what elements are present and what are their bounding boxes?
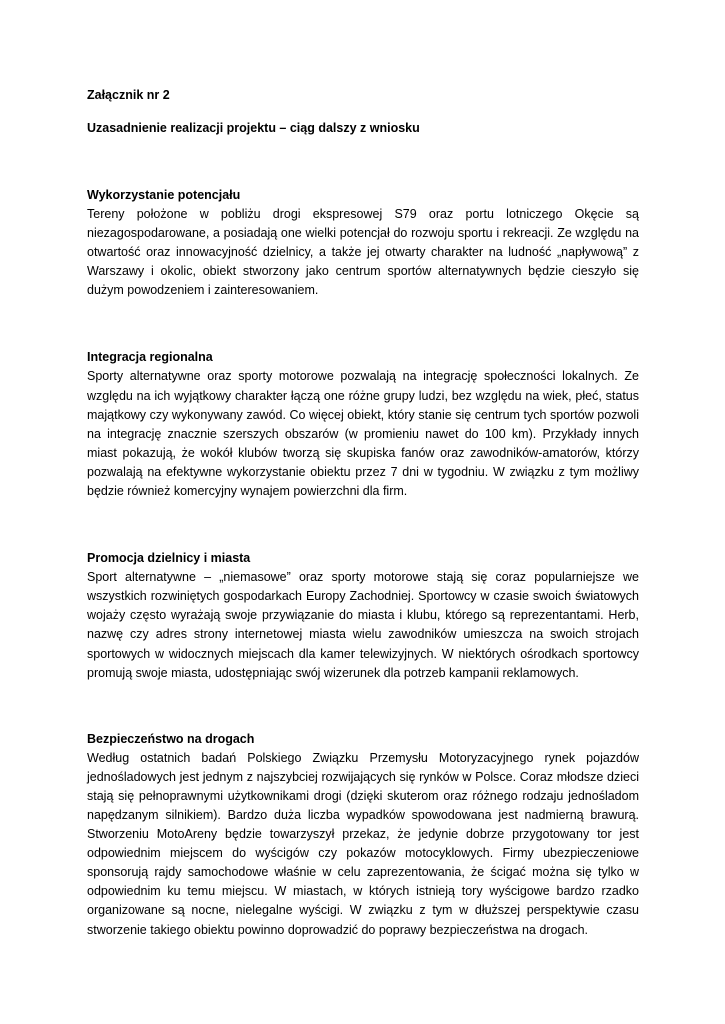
- section-promocja-dzielnicy: [87, 549, 639, 683]
- section-paragraph: Tereny położone w pobliżu drogi ekspresowej S79 oraz portu lotniczego Okęcie są niezagospodarowane, a posiadają one wielki potencjał do rozwoju sportu i rekreacji. Ze względu na otwartość oraz innowacyjność dzielnicy, a także jej otwarty charakter na ludność „napływową” z Warszawy i okolic, obiekt stworzony jako centrum sportów alternatywnych będzie cieszyło się dużym powodzeniem i zainteresowaniem.: [87, 207, 639, 298]
- section-bezpieczenstwo-na-drogach: [87, 730, 639, 940]
- section-paragraph: Według ostatnich badań Polskiego Związku Przemysłu Motoryzacyjnego rynek pojazdów jednośladowych jest jednym z najszybciej rozwijających się rynków w Polsce. Coraz młodsze dzieci stają się pełnoprawnymi użytkownikami drogi (dzięki skuterom oraz różnego rodzaju jednośladom napędzanym silnikiem). Bardzo duża liczba wypadków spowodowana jest nadmierną brawurą. Stworzeniu MotoAreny będzie towarzyszył przekaz, że jedynie dobrze przygotowany tor jest odpowiednim miejscem do wyścigów czy pokazów motocyklowych. Firmy ubezpieczeniowe sponsorują rajdy samochodowe właśnie w celu zaprezentowania, że ścigać można się tylko w odpowiednim ku temu miejscu. W miastach, w których istnieją tory wyścigowe bardzo rzadko organizowane są nocne, nielegalne wyścigi. W związku z tym w dłuższej perspektywie czasu stworzenie takiego obiektu powinno doprowadzić do poprawy bezpieczeństwa na drogach.: [87, 750, 639, 937]
- document-page: [87, 86, 639, 940]
- document-subtitle: Uzasadnienie realizacji projektu – ciąg dalszy z wniosku: [87, 121, 420, 135]
- section-paragraph: Sporty alternatywne oraz sporty motorowe pozwalają na integrację społeczności lokalnych. Ze względu na ich wyjątkowy charakter łączą one różne grupy ludzi, bez względu na wiek, płeć, status majątkowy czy wykonywany zawód. Co więcej obiekt, który stanie się centrum tych sportów pozwoli na integrację znacznie szerszych obszarów (w promieniu nawet do 100 km). Przykłady innych miast pokazują, że wokół klubów tworzą się skupiska fanów oraz zawodników-amatorów, którzy pozwalają na efektywne wykorzystanie obiektu przez 7 dni w tygodniu. W związku z tym możliwy będzie również komercyjny wynajem powierzchni dla firm.: [87, 369, 639, 499]
- section-paragraph: Sport alternatywne – „niemasowe” oraz sporty motorowe stają się coraz popularniejsze we wszystkich rozwiniętych gospodarkach Europy Zachodniej. Sportowcy w czasie swoich światowych wojaży często wyrażają swoje przywiązanie do miasta i klubu, którego są reprezentantami. Herb, nazwę czy adres strony internetowej miasta wielu zawodników umieszcza na swoich strojach sportowych w widocznych miejscach dla kamer telewizyjnych. W niektórych ośrodkach sportowcy promują swoje miasta, udostępniając swój wizerunek dla potrzeb kampanii reklamowych.: [87, 570, 639, 680]
- annex-label: Załącznik nr 2: [87, 88, 170, 102]
- section-heading: Integracja regionalna: [87, 350, 213, 365]
- section-integracja-regionalna: [87, 348, 639, 501]
- section-heading: Bezpieczeństwo na drogach: [87, 731, 255, 746]
- section-wykorzystanie-potencjalu: [87, 186, 639, 300]
- section-heading: Promocja dzielnicy i miasta: [87, 551, 251, 566]
- section-heading: Wykorzystanie potencjału: [87, 188, 241, 202]
